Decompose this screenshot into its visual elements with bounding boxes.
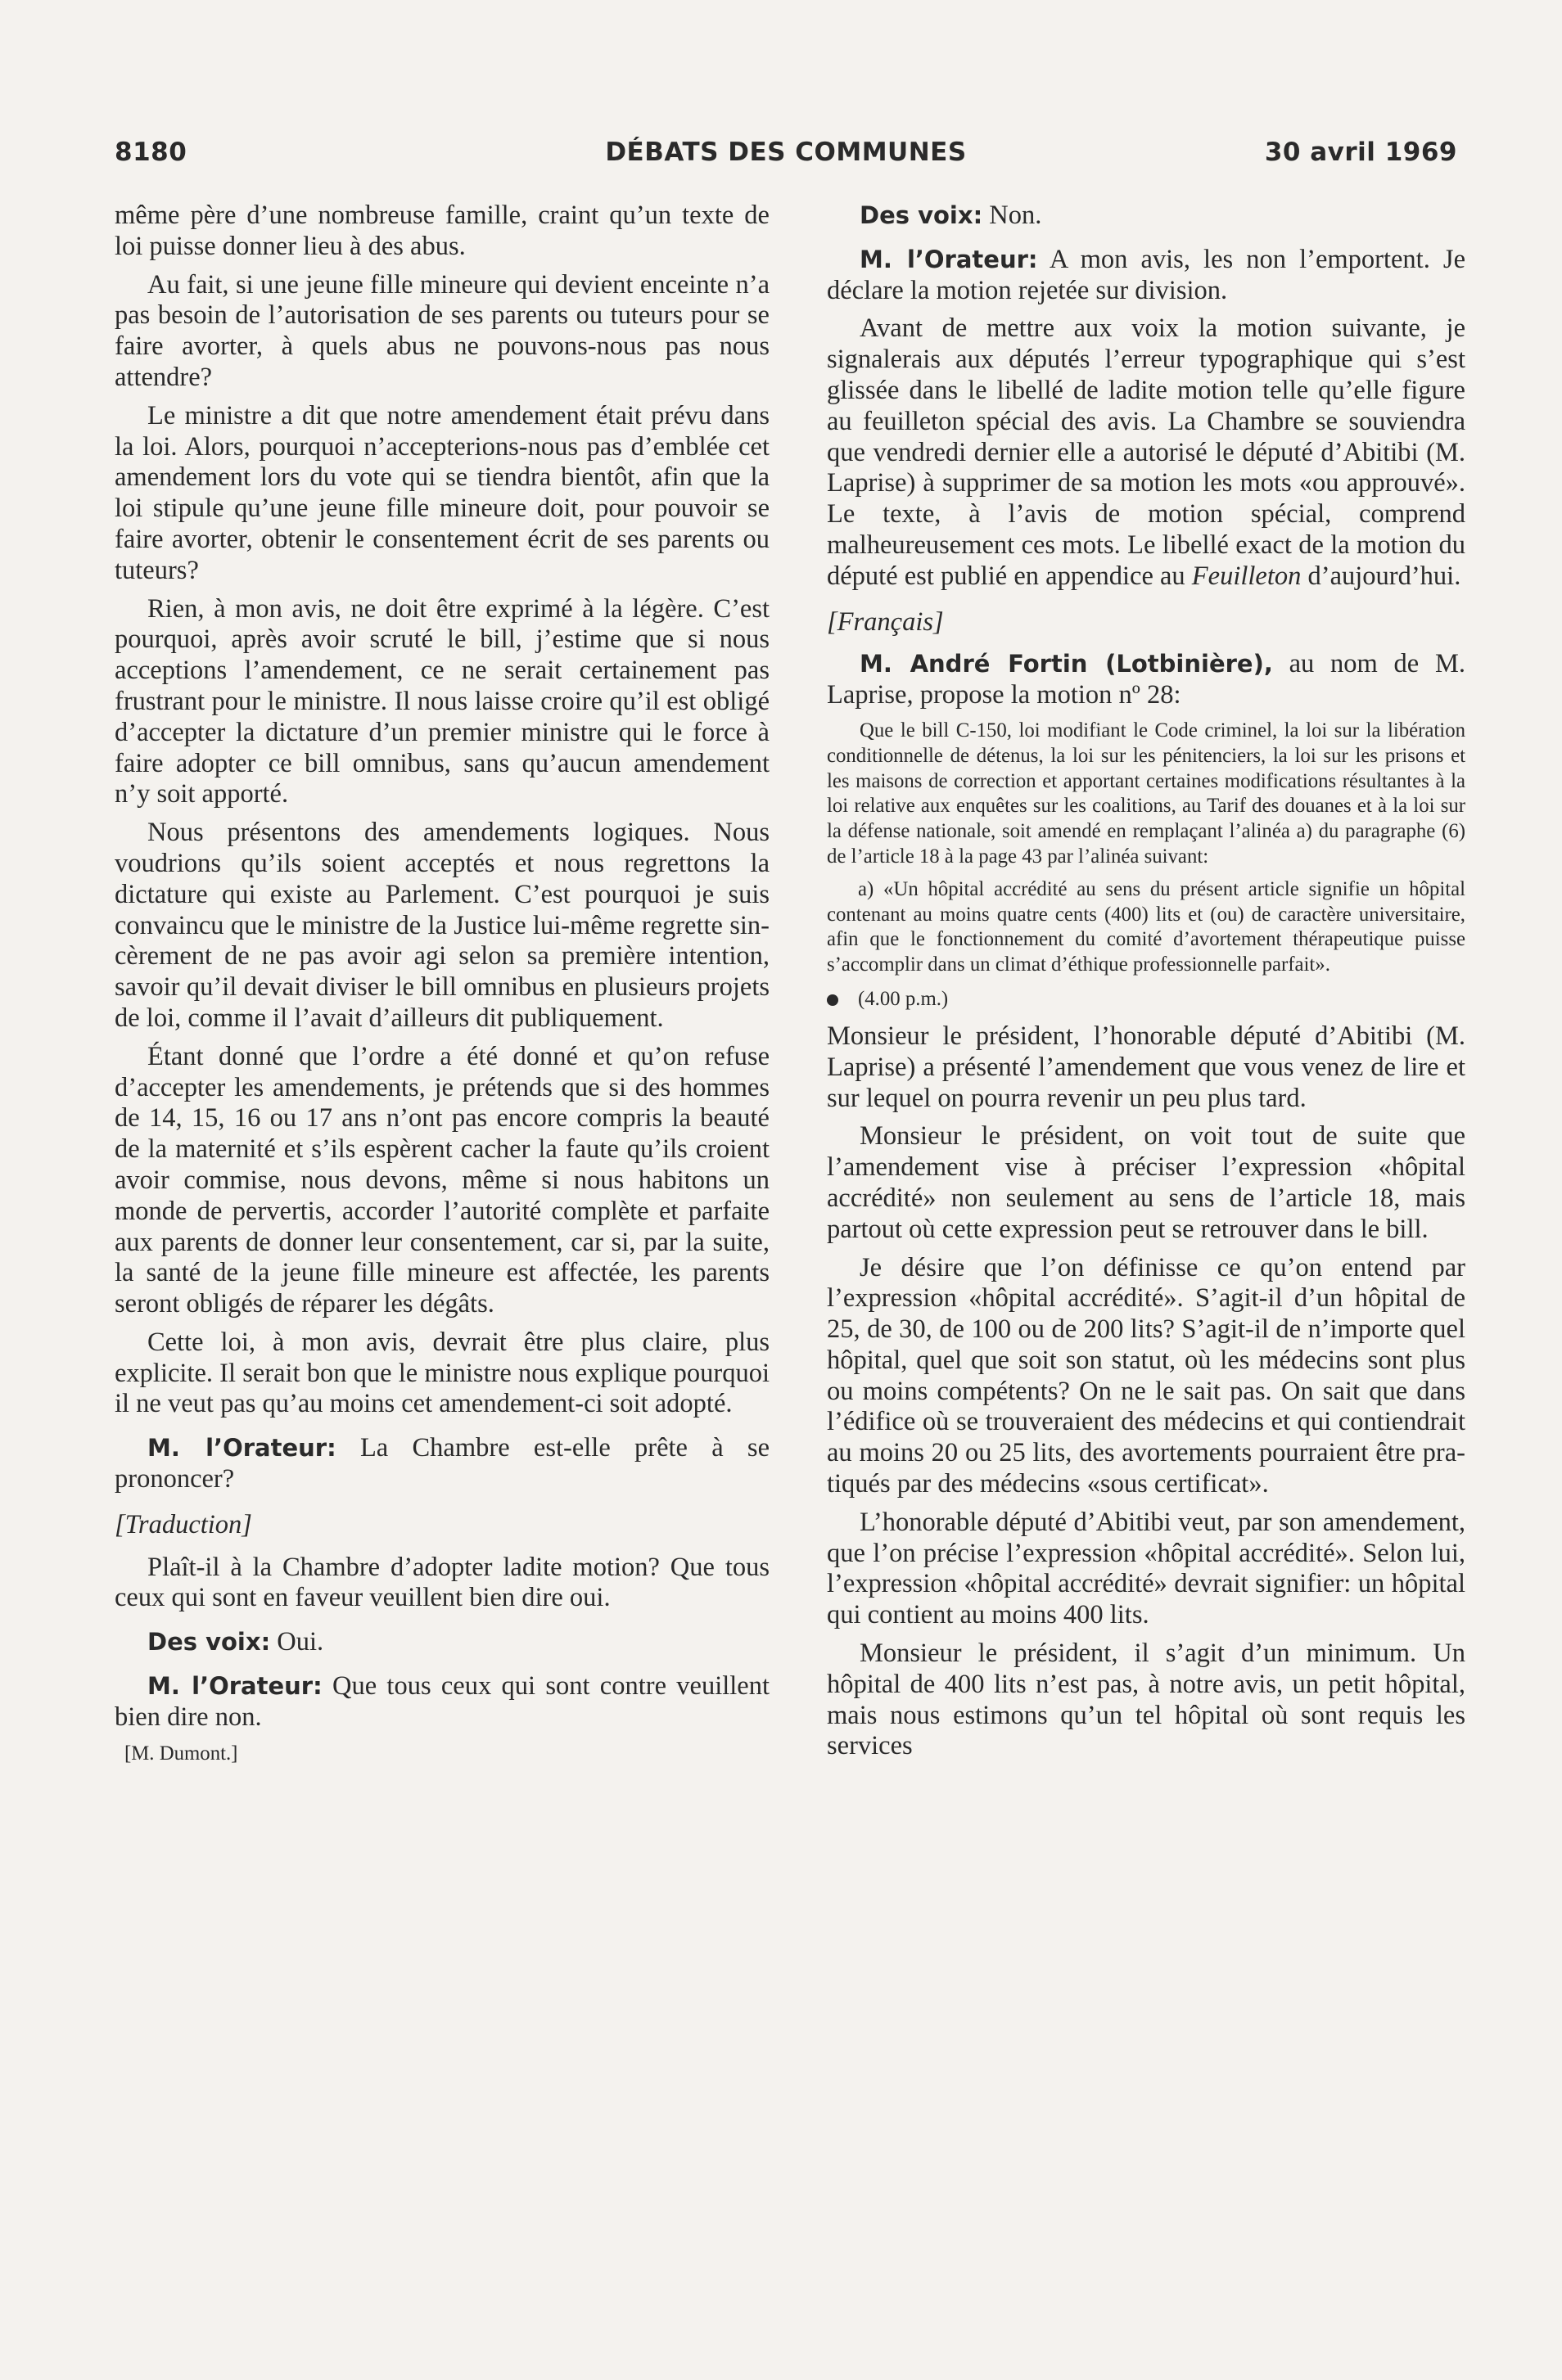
speech xyxy=(827,245,1465,307)
speech-text: au nom de M. Laprise, propose la motion nº 28: xyxy=(827,649,1465,710)
speech xyxy=(115,1433,770,1495)
italic-title: Feuilleton xyxy=(1191,561,1302,591)
page-date: 30 avril 1969 xyxy=(1264,137,1457,167)
language-tag: [Traduction] xyxy=(115,1509,252,1539)
paragraph: Cette loi, à mon avis, devrait être plus claire, plus explicite. Il serait bon que le ministre nous explique pourquoi il ne veut pas qu’au moins cet amendement-ci soit adopté. xyxy=(115,1327,770,1419)
speech-text: A mon avis, les non l’emportent. Je déclare la motion rejetée sur division. xyxy=(827,244,1466,305)
page-number: 8180 xyxy=(115,137,187,167)
speech xyxy=(115,1671,770,1733)
speech-text: La Chambre est-elle prête à se prononcer? xyxy=(115,1433,770,1494)
paragraph: Monsieur le président, il s’agit d’un minimum. Un hôpital de 400 lits n’est pas, à notre avis, un petit hôpital, mais nous estimons qu’un tel hôpital où sont requis les services xyxy=(827,1639,1465,1761)
speaker-attribution: [M. Dumont.] xyxy=(124,1742,238,1765)
speaker-name: M. l’Orateur: xyxy=(147,1672,323,1701)
page-header xyxy=(115,137,1457,174)
paragraph: Plaît-il à la Chambre d’adopter ladite motion? Que tous ceux qui sont en faveur veuillent bien dire oui. xyxy=(115,1552,770,1613)
paragraph: Étant donné que l’ordre a été donné et qu’on refuse d’accepter les amendements, je prétends que si des hommes de 14, 15, 16 ou 17 ans n’ont pas encore compris la beauté de la maternité et s’ils espèrent cacher la faute qu’ils croient avoir commise, nous devons, même si nous habitons un monde de pervertis, accorder l’autorité complète et parfaite aux parents de donner leur consentement, car si, par la suite, la santé de la jeune fille mineure est affectée, les parents seront obligés de réparer les dégâts. xyxy=(115,1041,770,1319)
speaker-name: Des voix: xyxy=(860,201,983,229)
speaker-name: M. André Fortin (Lotbinière), xyxy=(860,650,1273,678)
speech-text: Que tous ceux qui sont contre veuillent bien dire non. xyxy=(115,1671,770,1732)
time-marker xyxy=(827,985,1465,1013)
speaker-name: M. l’Orateur: xyxy=(147,1434,336,1463)
paragraph: L’honorable député d’Abitibi veut, par son amendement, que l’on précise l’expression «hôpital accrédité». Selon lui, l’expression «hôpital accrédité» devrait signifier: un hôpital qui contient au moins 400 lits. xyxy=(827,1507,1465,1630)
paragraph: Au fait, si une jeune fille mineure qui devient enceinte n’a pas besoin de l’autorisation de ses parents ou tuteurs pour se faire avorter, à quels abus ne pouvons-nous pas nous attendre? xyxy=(115,269,770,392)
language-tag: [Français] xyxy=(827,606,944,637)
speech xyxy=(115,1627,770,1658)
time-stamp: (4.00 p.m.) xyxy=(858,987,949,1010)
paragraph: Monsieur le président, l’honorable député d’Abitibi (M. Laprise) a présenté l’amendement que vous venez de lire et sur lequel on pourra revenir un peu plus tard. xyxy=(827,1021,1465,1113)
motion-subparagraph: a) «Un hôpital accrédité au sens du présent article signifie un hôpital contenant au moins quatre cents (400) lits et (ou) de caractère universitaire, afin que le fonctionnement du comité d’avortement thérapeutique puisse s’accomplir dans un climat d’éthique professionnelle parfait». xyxy=(827,877,1465,976)
paragraph: Nous présentons des amendements logiques. Nous voudrions qu’ils soient acceptés et nous regrettons la dictature qui existe au Parlement. C’est pourquoi je suis convaincu que le ministre de la Justice lui-même regrette sincèrement de ne pas avoir agi selon sa première intention, savoir qu’il devait diviser le bill omnibus en plusieurs projets de loi, comme il l’avait d’ailleurs dit publiquement. xyxy=(115,818,770,1033)
paragraph: Le ministre a dit que notre amendement était prévu dans la loi. Alors, pourquoi n’accepterions-nous pas d’emblée cet amendement lors du vote qui se tiendra bientôt, afin que la loi stipule qu’une jeune fille mineure doit, pour pouvoir se faire avorter, obtenir le consentement écrit de ses parents ou tuteurs? xyxy=(115,400,770,585)
speech-text: Oui. xyxy=(270,1627,324,1657)
left-column xyxy=(115,201,770,1767)
right-column xyxy=(827,201,1465,1769)
paragraph: Rien, à mon avis, ne doit être exprimé à la légère. C’est pourquoi, après avoir scruté le bill, j’estime que si nous acceptions l’amendement, ce ne serait certainement pas frustrant pour le ministre. Il nous laisse croire qu’il est obligé d’accepter la dictature d’un premier ministre qui le force à faire adopter ce bill omnibus, sans qu’aucun amendement n’y soit apporté. xyxy=(115,593,770,809)
speech-text: Non. xyxy=(982,201,1042,230)
paragraph: Monsieur le président, on voit tout de suite que l’amendement vise à préciser l’expression «hôpital accrédité» non seulement au sens de l’article 18, mais partout où cette expression peut se retrouver dans le bill. xyxy=(827,1121,1465,1244)
paragraph: même père d’une nombreuse famille, craint qu’un texte de loi puisse donner lieu à des abus. xyxy=(115,201,770,261)
speech xyxy=(827,649,1465,711)
paragraph xyxy=(827,313,1465,592)
bullet-icon xyxy=(827,994,838,1006)
paragraph: Je désire que l’on définisse ce qu’on entend par l’expression «hôpital accrédité». S’agit-il d’un hôpital de 25, de 30, de 100 ou de 200 lits? S’agit-il de n’importe quel hôpital, quel que soit son statut, où les médecins sont plus ou moins compétents? On ne le sait pas. On sait que dans l’édifice où se trouveraient des médecins et qui contiendrait au moins 20 ou 25 lits, des avortements pourraient être pratiqués par des médecins «sous certificat». xyxy=(827,1252,1465,1499)
motion-text: Que le bill C-150, loi modifiant le Code criminel, la loi sur la libération conditionnelle de détenus, la loi sur les pénitenciers, la loi sur les prisons et les maisons de correction et apportant certaines modifications résultantes à la loi relative aux enquêtes sur les coalitions, au Tarif des douanes et à la loi sur la défense nationale, soit amendé en remplaçant l’alinéa a) du paragraphe (6) de l’article 18 à la page 43 par l’alinéa suivant: xyxy=(827,719,1465,868)
speaker-name: Des voix: xyxy=(147,1628,271,1657)
publication-title: DÉBATS DES COMMUNES xyxy=(605,137,967,167)
paragraph-text: Avant de mettre aux voix la motion suivante, je signalerais aux députés l’erreur typographique qui s’est glissée dans le libellé de ladite motion telle qu’elle figure au feuilleton spécial des avis. La Chambre se souviendra que vendredi dernier elle a autorisé le député d’Abitibi (M. Laprise) à supprimer de sa motion les mots «ou approuvé». Le texte, à l’avis de motion spécial, comprend malheureusement ces mots. Le libellé exact de la motion du député est publié en appendice au xyxy=(827,313,1465,591)
speech xyxy=(827,201,1465,232)
paragraph-text: d’aujourd’hui. xyxy=(1301,561,1461,591)
speaker-name: M. l’Orateur: xyxy=(860,245,1038,273)
